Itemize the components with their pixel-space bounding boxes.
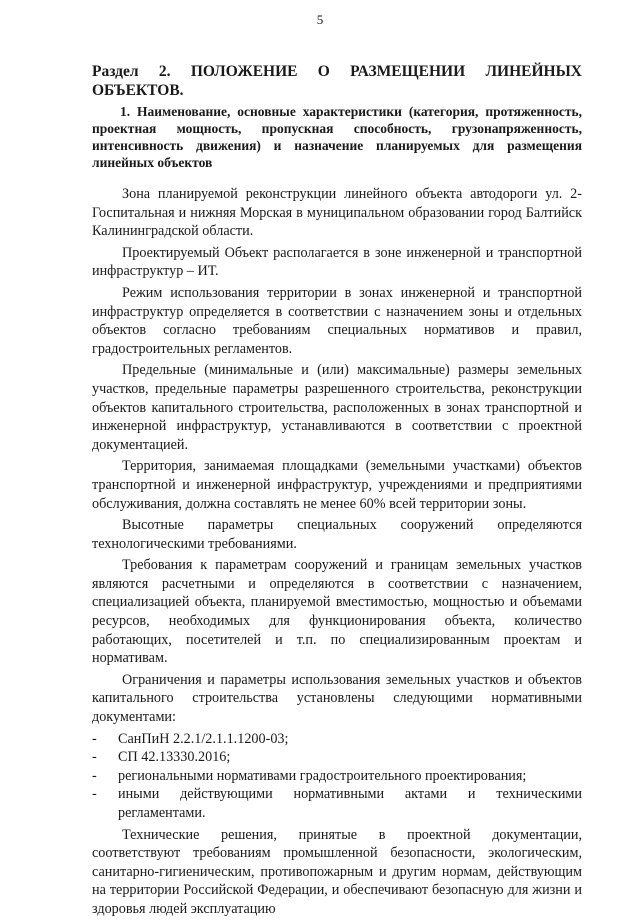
paragraph: Проектируемый Объект располагается в зоне инженерной и транспортной инфраструктур – ИТ. xyxy=(92,244,582,280)
list-item xyxy=(92,730,582,749)
closing-paragraph: Технические решения, принятые в проектной документации, соответствуют требованиям промышленной безопасности, экологическим, санитарно-гигиеническим, противопожарным и другим нормам, действующим на территории Российской Федерации, и обеспечивают безопасную для жизни и здоровья людей эксплуатацию xyxy=(92,826,582,917)
paragraph: Требования к параметрам сооружений и границам земельных участков являются расчетными и определяются в соответствии с назначением, специализацией объекта, планируемой вместимостью, мощностью и объемами ресурсов, необходимых для функционирования объекта, количество работающих, посетителей и т.п. по специализированным проектам и нормативам. xyxy=(92,557,582,667)
list-item-text: СП 42.13330.2016; xyxy=(118,749,231,766)
paragraph: Территория, занимаемая площадками (земельными участками) объектов транспортной и инженерной инфраструктур, учреждениями и предприятиями обслуживания, должна составлять не менее 60% всей территории зоны. xyxy=(92,458,582,512)
list-item-text: региональными нормативами градостроительного проектирования; xyxy=(118,767,527,784)
list-marker: - xyxy=(92,749,97,766)
list-marker: - xyxy=(92,767,97,784)
list-item-text: иными действующими нормативными актами и техническими регламентами. xyxy=(118,786,582,821)
paragraph: Высотные параметры специальных сооружений определяются технологическими требованиями. xyxy=(92,517,582,552)
list-item xyxy=(92,785,582,822)
paragraph: Предельные (минимальные и (или) максимальные) размеры земельных участков, предельные параметры разрешенного строительства, реконструкции объектов капитального строительства, расположенных в зонах транспортной и инженерной инфраструктур, устанавливаются в соответствии с проектной документацией. xyxy=(92,362,582,453)
list-item xyxy=(92,748,582,767)
subsection-title: 1. Наименование, основные характеристики (категория, протяженность, проектная мощность, пропускная способность, грузонапряженность, интенсивность движения) и назначение планируемых для размещения линейных объектов xyxy=(92,104,582,170)
list-marker: - xyxy=(92,730,97,747)
document-body xyxy=(92,185,582,922)
list-item xyxy=(92,767,582,786)
page-number: 5 xyxy=(316,12,324,27)
list-item-text: СанПиН 2.2.1/2.1.1.1200-03; xyxy=(118,730,289,747)
paragraph: Зона планируемой реконструкции линейного объекта автодороги ул. 2-Госпитальная и нижняя Морская в муниципальном образовании город Балтийск Калининградской области. xyxy=(92,186,582,240)
normative-documents-list xyxy=(92,730,582,823)
section-title: Раздел 2. ПОЛОЖЕНИЕ О РАЗМЕЩЕНИИ ЛИНЕЙНЫХ ОБЪЕКТОВ. xyxy=(92,63,582,99)
paragraph: Ограничения и параметры использования земельных участков и объектов капитального строительства установлены следующими нормативными документами: xyxy=(92,671,582,726)
list-marker: - xyxy=(92,786,97,803)
paragraph: Режим использования территории в зонах инженерной и транспортной инфраструктур определяется в соответствии с назначением зоны и отдельных объектов согласно требованиям специальных нормативов и правил, градостроительных регламентов. xyxy=(92,284,582,357)
